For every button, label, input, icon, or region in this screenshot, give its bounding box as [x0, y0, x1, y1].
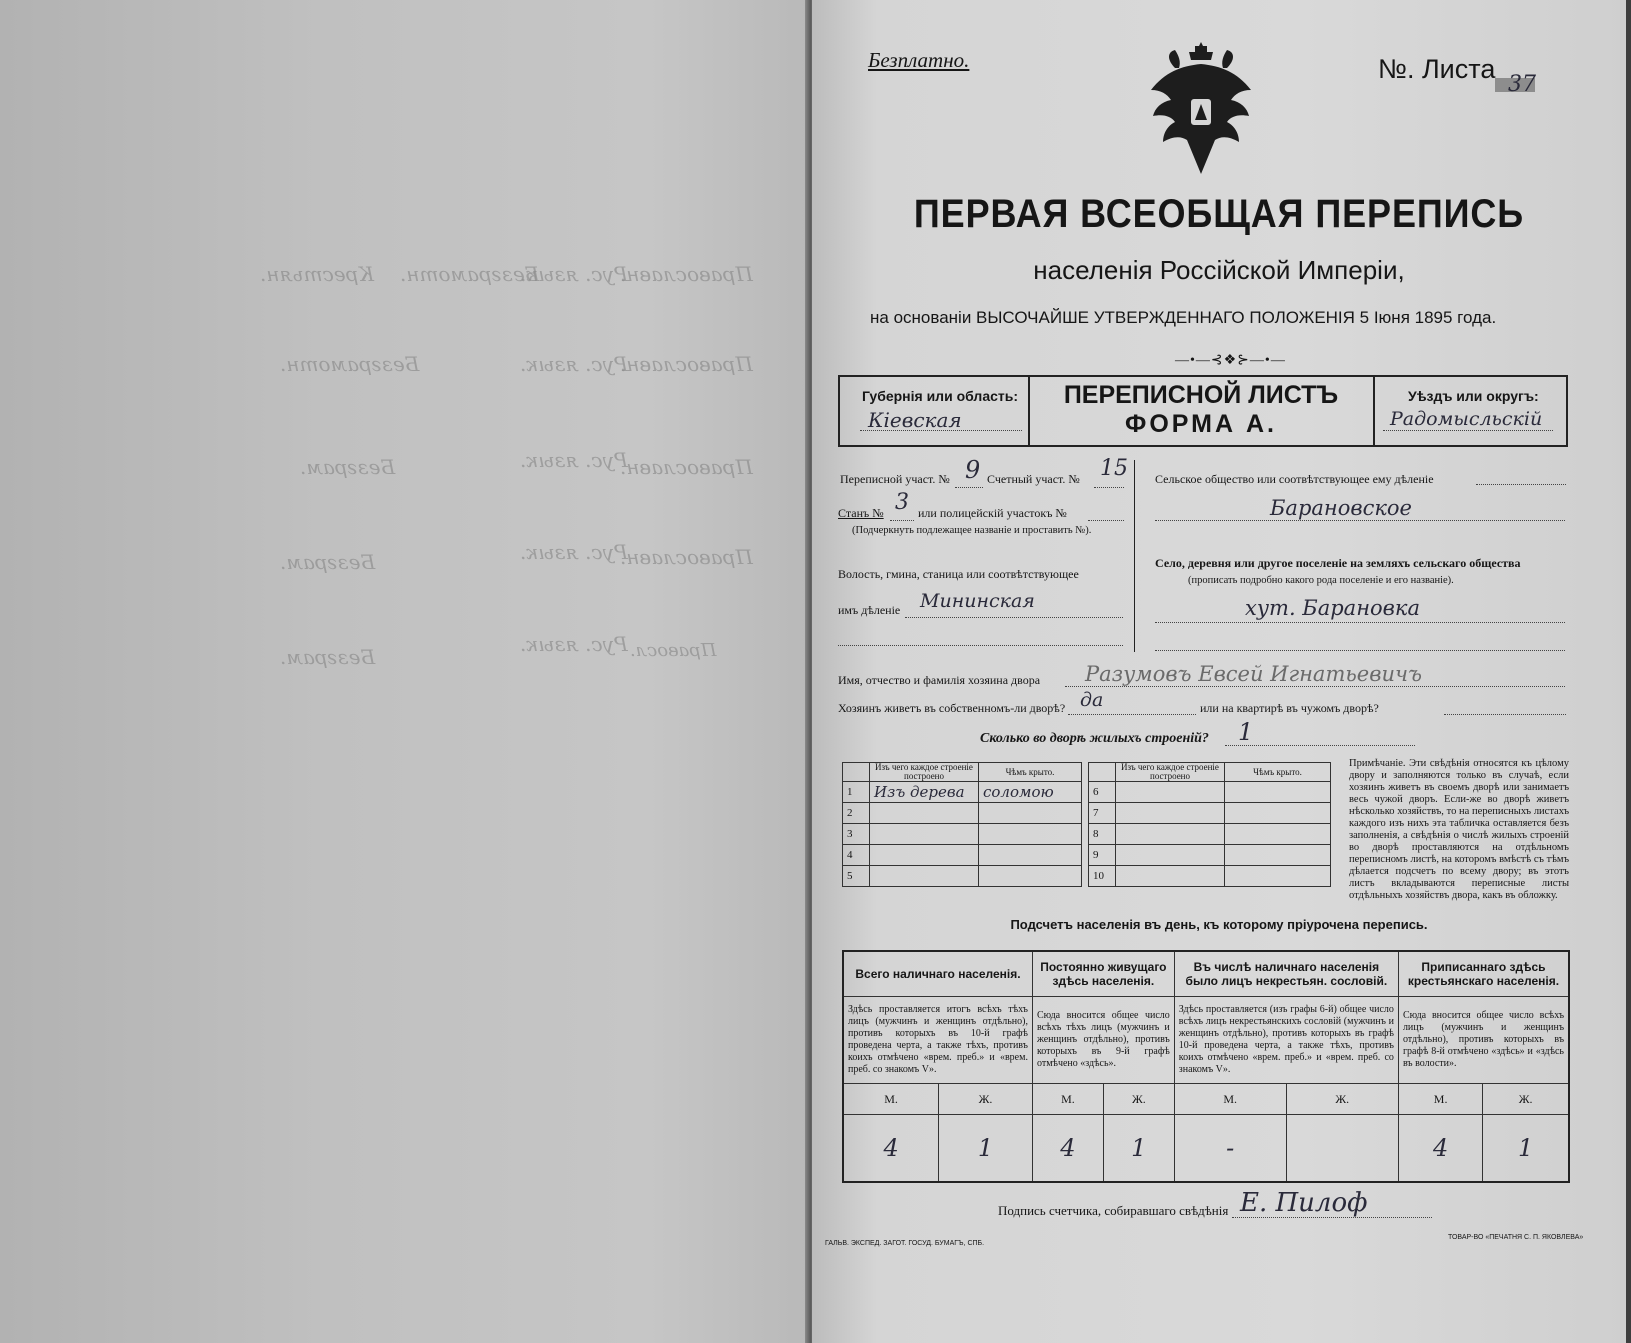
- table-row: [843, 824, 1082, 845]
- row-number: 2: [843, 803, 870, 824]
- pop-desc-non-peasant: Здѣсь проставляется (изъ графы 6-й) общее число всѣхъ лицъ некрестьянскихъ сословій (мужчинъ и женщинъ отдѣльно), противъ которыхъ въ графѣ 10-й проведена черта, а также тѣхъ, противъ коихъ отмѣчено «врем. преб.» и «врем. преб. со знакомъ V».: [1174, 997, 1398, 1084]
- bleed-text: Безграмотн.: [280, 352, 420, 376]
- district-line: [1383, 430, 1553, 431]
- owner-value: Разумовъ Евсей Игнатьевичъ: [1085, 662, 1423, 686]
- count-area-line: [1094, 487, 1124, 488]
- census-title: ПЕРВАЯ ВСЕОБЩАЯ ПЕРЕПИСЬ: [913, 192, 1525, 236]
- bleed-text: Рус. язык.: [520, 352, 628, 376]
- census-area-label: Переписной участ. №: [840, 472, 950, 486]
- row-number: 7: [1089, 803, 1116, 824]
- signature-line: [1232, 1217, 1432, 1218]
- male-header: М.: [1174, 1084, 1286, 1115]
- row-number: 3: [843, 824, 870, 845]
- police-label: или полицейскій участокъ №: [918, 506, 1067, 520]
- village-note: (прописать подробно какого рода поселеніе и его названіе).: [1188, 575, 1454, 586]
- census-subtitle: населенія Россійской Имперіи,: [1033, 255, 1405, 285]
- buildings-label: Сколько во дворѣ жилыхъ строеній?: [980, 731, 1209, 746]
- roof-cell: [1225, 803, 1331, 824]
- count-area-value: 15: [1100, 456, 1128, 481]
- pop-desc-registered: Сюда вносится общее число всѣхъ лицъ (мужчинъ и женщинъ отдѣльно), противъ которыхъ въ графѣ 8-й отмѣчено «здѣсь» и «здѣсь въ волости».: [1398, 997, 1569, 1084]
- village-value: хут. Барановка: [1245, 596, 1420, 620]
- table-row: [1089, 866, 1331, 887]
- province-value: Кіевская: [868, 408, 962, 432]
- pop-desc-permanent: Сюда вносится общее число всѣхъ тѣхъ лицъ (мужчинъ и женщинъ отдѣльно), противъ которыхъ въ 9-й графѣ отмѣчено «здѣсь».: [1032, 997, 1174, 1084]
- male-header: М.: [843, 1084, 939, 1115]
- bleed-text: Православн.: [620, 352, 753, 376]
- bleed-text: Безграм.: [280, 550, 376, 574]
- permanent-female: 1: [1103, 1115, 1174, 1183]
- buildings-line: [1225, 745, 1415, 746]
- table-row: [1089, 845, 1331, 866]
- pop-head-permanent: Постоянно живущаго здѣсь населенія.: [1032, 951, 1174, 997]
- volost-line: [905, 617, 1123, 618]
- province-line: [860, 430, 1022, 431]
- table-row: [1089, 803, 1331, 824]
- permanent-male: 4: [1032, 1115, 1103, 1183]
- female-header: Ж.: [1103, 1084, 1174, 1115]
- census-basis: на основаніи ВЫСОЧАЙШЕ УТВЕРЖДЕННАГО ПОЛОЖЕНІЯ 5 Іюня 1895 года.: [870, 308, 1497, 327]
- buildings-table-right: [1088, 762, 1331, 887]
- volost-label-2: имъ дѣленіе: [838, 603, 901, 617]
- bleed-text: Правосл.: [630, 640, 717, 661]
- table-row: [843, 866, 1082, 887]
- stan-line: [890, 520, 914, 521]
- district-value: Радомысльскій: [1390, 408, 1543, 430]
- own-yard-line: [1068, 714, 1196, 715]
- registered-female: 1: [1483, 1115, 1569, 1183]
- roof-cell: [979, 845, 1082, 866]
- printer-mark-left: ГАЛЬВ. ЭКСПЕД. ЗАГОТ. ГОСУД. БУМАГЪ, СПБ.: [825, 1240, 985, 1247]
- row-number: 6: [1089, 782, 1116, 803]
- row-number: 1: [843, 782, 870, 803]
- village-label: Село, деревня или другое поселеніе на земляхъ сельскаго общества: [1155, 556, 1521, 570]
- society-value: Барановское: [1270, 496, 1412, 520]
- census-area-value: 9: [965, 456, 981, 484]
- society-label: Сельское общество или соотвѣтствующее ему дѣленіе: [1155, 472, 1434, 486]
- table-row: [1089, 782, 1331, 803]
- material-cell: [870, 803, 979, 824]
- society-line-b: [1155, 520, 1565, 521]
- row-number: 8: [1089, 824, 1116, 845]
- bleed-text: Безграмотн.: [400, 262, 540, 286]
- bleed-text: Безграм.: [280, 645, 376, 669]
- material-cell: [870, 845, 979, 866]
- district-label: Уѣздъ или округъ:: [1408, 388, 1539, 404]
- printer-mark-right: ТОВАР-ВО «ПЕЧАТНЯ С. П. ЯКОВЛЕВА»: [1448, 1234, 1584, 1241]
- population-table: [842, 950, 1570, 1183]
- buildings-note: Примѣчаніе. Эти свѣдѣнія относятся къ цѣлому двору и заполняются только въ случаѣ, если хозяинъ живетъ въ своемъ дворѣ или занимаетъ весь чужой дворъ. Если-же во дворѣ живетъ нѣсколько хозяйствъ, то на переписныхъ листахъ каждого изъ нихъ эта табличка оставляется безъ заполненія, а свѣдѣнія о числѣ жилыхъ строеній во дворѣ проставляются на отдѣльномъ переписномъ листѣ, на которомъ вмѣстѣ съ тѣмъ дѣлается подсчетъ по всему двору; въ этотъ листъ вкладываются переписные листы отдѣльныхъ хозяйствъ двора, какъ въ обложку.: [1349, 758, 1569, 901]
- roof-cell: [979, 824, 1082, 845]
- pop-desc-total: Здѣсь проставляется итогъ всѣхъ тѣхъ лицъ (мужчинъ и женщинъ отдѣльно), противъ которыхъ въ 10-й графѣ проведена черта, а также тѣхъ, противъ коихъ отмѣчено «врем. преб.» и «врем. преб. со знакомъ V».: [843, 997, 1032, 1084]
- col-number: [843, 763, 870, 782]
- other-yard-line: [1444, 714, 1566, 715]
- double-headed-eagle-emblem: [1145, 42, 1257, 182]
- material-cell: [870, 824, 979, 845]
- own-yard-label: Хозяинъ живетъ въ собственномъ-ли дворѣ?: [838, 701, 1066, 715]
- row-number: 9: [1089, 845, 1116, 866]
- census-area-line: [955, 487, 983, 488]
- col-roof: Чѣмъ крыто.: [1225, 763, 1331, 782]
- population-caption: Подсчетъ населенія въ день, къ которому пріурочена перепись.: [1010, 917, 1428, 932]
- roof-cell: [1225, 824, 1331, 845]
- stan-value: 3: [895, 490, 909, 515]
- form-type: ФОРМА А.: [1125, 410, 1277, 438]
- material-cell: Изъ дерева: [870, 782, 979, 803]
- roof-cell: [979, 866, 1082, 887]
- row-number: 5: [843, 866, 870, 887]
- total-male: 4: [843, 1115, 939, 1183]
- col-number: [1089, 763, 1116, 782]
- buildings-table-left: [842, 762, 1082, 887]
- bleed-text: Православн.: [620, 455, 753, 479]
- police-line: [1088, 520, 1124, 521]
- registered-male: 4: [1398, 1115, 1482, 1183]
- village-line-2: [1155, 650, 1565, 651]
- roof-cell: соломою: [979, 782, 1082, 803]
- roof-cell: [1225, 866, 1331, 887]
- owner-label: Имя, отчество и фамилія хозяина двора: [838, 673, 1041, 687]
- roof-cell: [1225, 782, 1331, 803]
- col-material: Изъ чего каждое строеніе построено: [1116, 763, 1225, 782]
- owner-line: [1065, 686, 1565, 687]
- row-number: 10: [1089, 866, 1116, 887]
- pop-head-non-peasant: Въ числѣ наличнаго населенія было лицъ некрестьян. сословій.: [1174, 951, 1398, 997]
- sheet-number-label: №. Листа: [1378, 54, 1496, 84]
- bleed-text: Безграм.: [300, 455, 396, 479]
- count-area-label: Счетный участ. №: [987, 472, 1080, 486]
- non-peasant-male: -: [1174, 1115, 1286, 1183]
- left-page: [0, 0, 808, 1343]
- total-female: 1: [939, 1115, 1033, 1183]
- pop-head-registered: Приписаннаго здѣсь крестьянскаго населенія.: [1398, 951, 1569, 997]
- buildings-value: 1: [1238, 718, 1254, 746]
- bleed-text: Православн.: [620, 262, 753, 286]
- non-peasant-female: [1286, 1115, 1398, 1183]
- pop-head-total: Всего наличнаго населенія.: [843, 951, 1032, 997]
- table-row: [843, 845, 1082, 866]
- other-yard-label: или на квартирѣ въ чужомъ дворѣ?: [1200, 701, 1379, 715]
- stan-label: Станъ №: [838, 506, 884, 520]
- bleed-text: Рус. язык.: [520, 632, 628, 656]
- form-title: ПЕРЕПИСНОЙ ЛИСТЪ: [1063, 381, 1339, 409]
- bleed-text: Рус. язык.: [520, 540, 628, 564]
- section-divider: [1134, 460, 1135, 652]
- roof-cell: [979, 803, 1082, 824]
- sheet-number-value: 37: [1508, 72, 1536, 97]
- col-roof: Чѣмъ крыто.: [979, 763, 1082, 782]
- signature-value: Е. Пилоф: [1240, 1188, 1368, 1218]
- material-cell: [870, 866, 979, 887]
- bleed-text: Православн.: [620, 545, 753, 569]
- male-header: М.: [1398, 1084, 1482, 1115]
- frame-divider: [1373, 375, 1375, 445]
- female-header: Ж.: [1483, 1084, 1569, 1115]
- material-cell: [1116, 824, 1225, 845]
- society-line-a: [1476, 484, 1566, 485]
- volost-label: Волость, гмина, станица или соотвѣтствующее: [838, 567, 1079, 581]
- roof-cell: [1225, 845, 1331, 866]
- material-cell: [1116, 782, 1225, 803]
- male-header: М.: [1032, 1084, 1103, 1115]
- material-cell: [1116, 845, 1225, 866]
- bleed-text: Рус. язык.: [520, 448, 628, 472]
- table-row: [843, 803, 1082, 824]
- ornament-divider: —•—⊰❖⊱—•—: [1175, 353, 1286, 368]
- col-material: Изъ чего каждое строеніе построено: [870, 763, 979, 782]
- female-header: Ж.: [939, 1084, 1033, 1115]
- bleed-text: Рус. язык.: [520, 262, 628, 286]
- material-cell: [1116, 803, 1225, 824]
- volost-line-2: [838, 645, 1123, 646]
- female-header: Ж.: [1286, 1084, 1398, 1115]
- table-row: [1089, 824, 1331, 845]
- table-row: [843, 782, 1082, 803]
- underline-note: (Подчеркнуть подлежащее названіе и проставить №).: [852, 525, 1092, 536]
- free-of-charge-label: Безплатно.: [868, 48, 970, 72]
- row-number: 4: [843, 845, 870, 866]
- volost-value: Мининская: [920, 590, 1035, 612]
- province-label: Губернія или область:: [862, 388, 1019, 404]
- bleed-text: Крестьян.: [260, 262, 374, 286]
- material-cell: [1116, 866, 1225, 887]
- signature-label: Подпись счетчика, собиравшаго свѣдѣнія: [998, 1203, 1229, 1218]
- own-yard-value: да: [1080, 689, 1104, 711]
- village-line: [1155, 622, 1565, 623]
